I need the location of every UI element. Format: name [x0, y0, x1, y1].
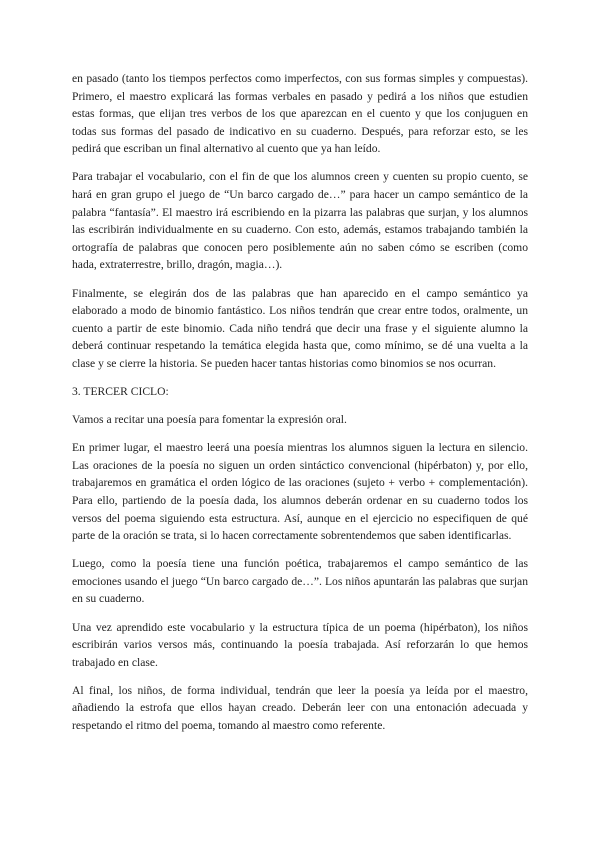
paragraph-recite-poem: Vamos a recitar una poesía para fomentar la expresión oral.	[72, 413, 347, 427]
paragraph-fantastic-binomial: Finalmente, se elegirán dos de las palabras que han aparecido en el campo semántico ya elaborado a modo de binomio fantástico. Los niños tendrán que crear entre todos, oralmente, un cuento a partir de este binomio. Cada niño tendrá que decir una frase y el siguiente alumno la deberá continuar respetando la temática elegida hasta que, como mínimo, se dé una vuelta a la clase y se cierre la historia. Se pueden hacer tantas historias como binomios se nos ocurran.	[72, 286, 528, 370]
paragraph-vocabulary-game: Para trabajar el vocabulario, con el fin de que los alumnos creen y cuenten su propio cuento, se hará en gran grupo el juego de “Un barco cargado de…” para hacer un campo semántico de la palabra “fantasía”. El maestro irá escribiendo en la pizarra las palabras que surjan, y los alumnos las escribirán individualmente en su cuaderno. Con esto, además, estamos trabajando también la ortografía de palabras que conocen pero posiblemente aún no saben cómo se escriben (como hada, extraterrestre, brillo, dragón, magia…).	[72, 170, 528, 272]
paragraph-write-verses: Una vez aprendido este vocabulario y la estructura típica de un poema (hipérbaton), los niños escribirán varios versos más, continuando la poesía trabajada. Así reforzarán lo que hemos trabajado en clase.	[72, 620, 528, 669]
paragraph-emotions-semantic-field: Luego, como la poesía tiene una función poética, trabajaremos el campo semántico de las emociones usando el juego “Un barco cargado de…”. Los niños apuntarán las palabras que surjan en su cuaderno.	[72, 557, 528, 606]
paragraph-final-reading: Al final, los niños, de forma individual, tendrán que leer la poesía ya leída por el maestro, añadiendo la estrofa que ellos hayan creado. Deberán leer con una entonación adecuada y respetando el ritmo del poema, tomando al maestro como referente.	[72, 683, 528, 732]
document-page	[72, 70, 528, 745]
paragraph-past-tense-verbs: en pasado (tanto los tiempos perfectos como imperfectos, con sus formas simples y compuestas). Primero, el maestro explicará las formas verbales en pasado y pedirá a los niños que estudien estas formas, que elijan tres verbos de los que aparezcan en el cuento y que los conjuguen en todas sus formas del pasado de indicativo en su cuaderno. Después, para reforzar esto, se les pedirá que escriban un final alternativo al cuento que ya han leído.	[72, 72, 528, 156]
section-heading-tercer-ciclo: 3. TERCER CICLO:	[72, 385, 169, 398]
paragraph-hyperbaton-grammar: En primer lugar, el maestro leerá una poesía mientras los alumnos siguen la lectura en silencio. Las oraciones de la poesía no siguen un orden sintáctico convencional (hipérbaton) y, por ello, trabajaremos en gramática el orden lógico de las oraciones (sujeto + verbo + complementación). Para ello, partiendo de la poesía dada, los alumnos deberán ordenar en su cuaderno todos los versos del poema siguiendo esta estructura. Así, aunque en el ejercicio no especifiquen de qué parte de la oración se trata, si lo hacen correctamente sobrentendemos que saben identificarlas.	[72, 441, 528, 543]
